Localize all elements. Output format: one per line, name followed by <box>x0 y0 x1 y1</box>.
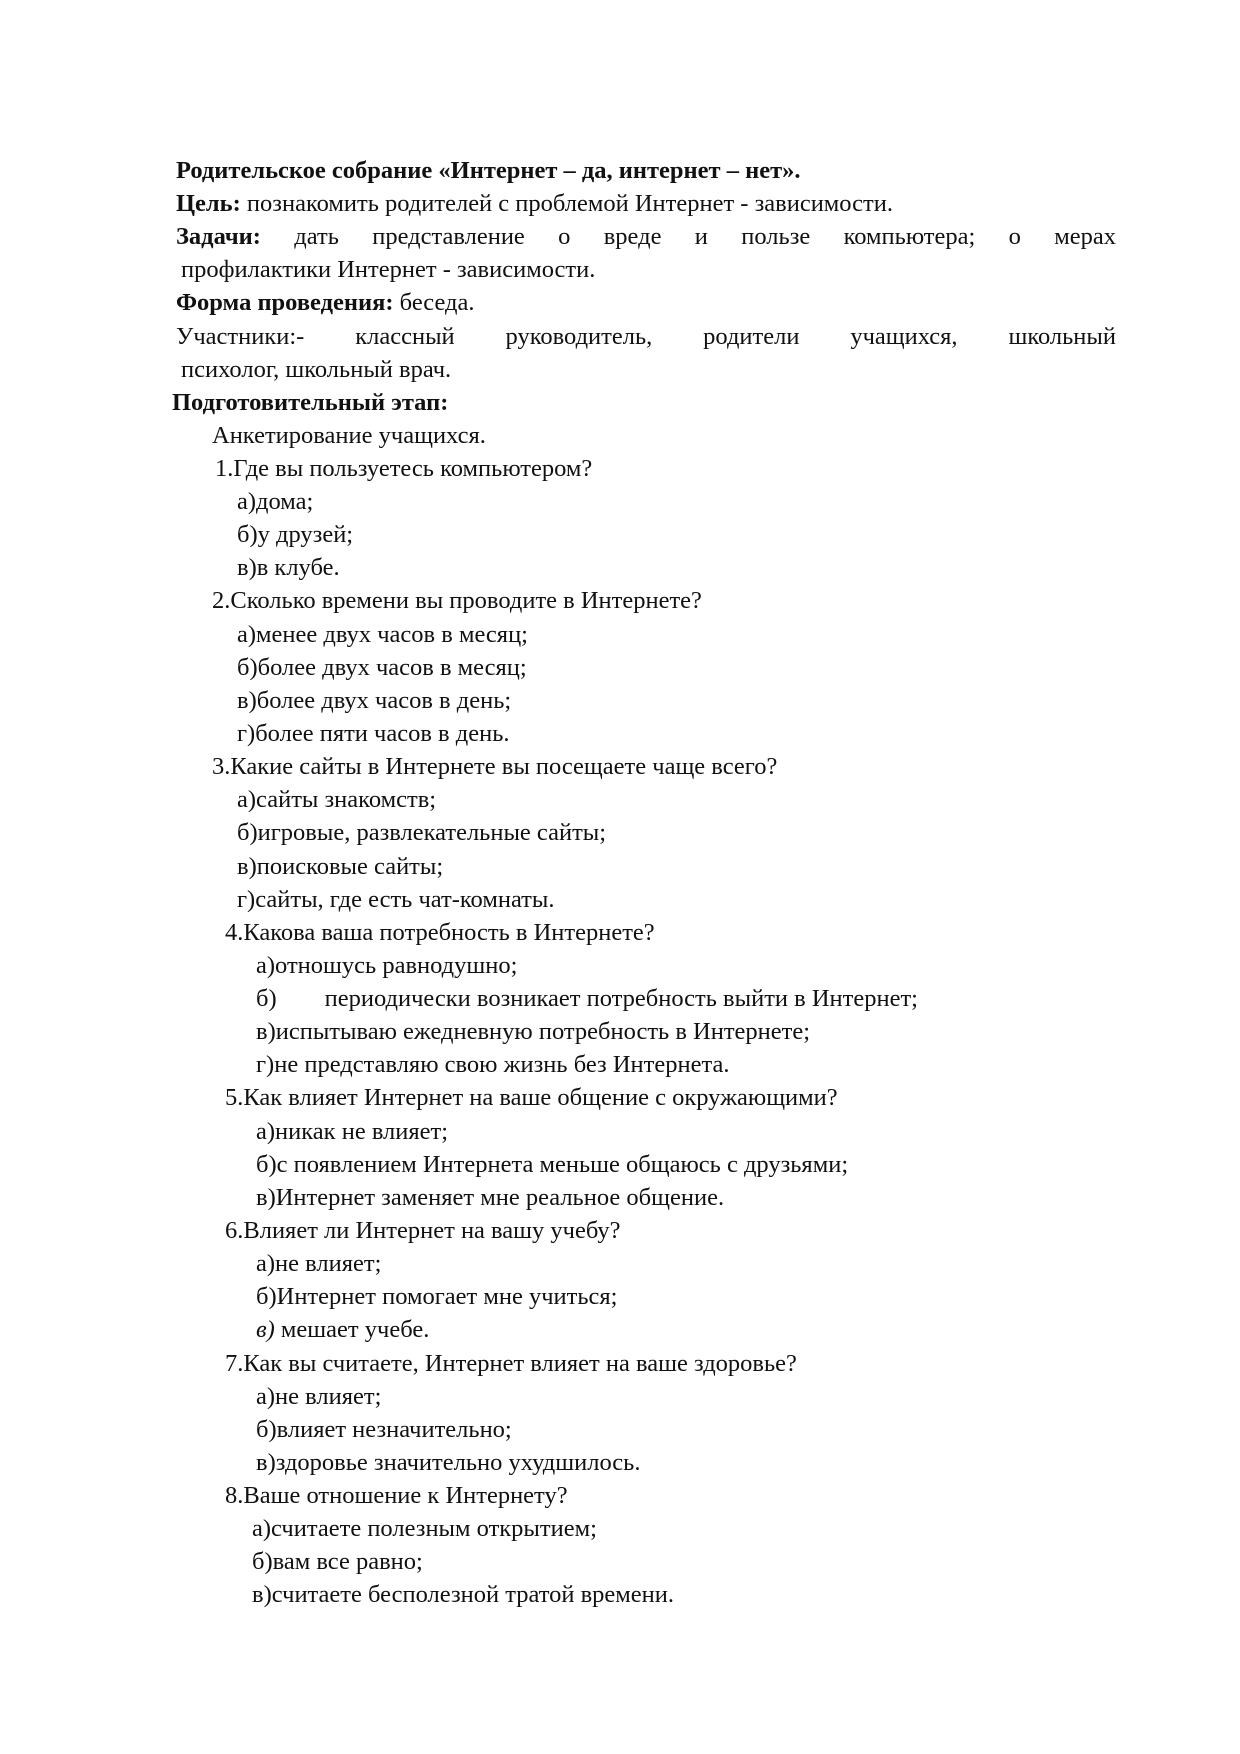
option-text: более двух часов в месяц; <box>257 654 527 681</box>
option-marker: г) <box>256 1051 275 1078</box>
question-number: 5. <box>225 1084 244 1111</box>
goal-label: Цель: <box>176 190 241 217</box>
option-marker: в) <box>237 554 257 581</box>
form-line <box>176 288 475 318</box>
option-marker: в) <box>252 1581 272 1608</box>
q2-option-a <box>237 620 528 650</box>
tasks-text-1: дать представление о вреде и пользе компьютера; о мерах <box>294 223 1117 250</box>
option-text: испытываю ежедневную потребность в Интернете; <box>275 1018 811 1045</box>
question-text: Где вы пользуетесь компьютером? <box>233 455 593 482</box>
q2-option-d <box>237 719 510 749</box>
question-text: Как влияет Интернет на ваше общение с окружающими? <box>243 1084 838 1111</box>
option-marker: в) <box>237 687 257 714</box>
option-text: здоровье значительно ухудшилось. <box>275 1449 641 1476</box>
goal-line <box>176 189 893 219</box>
q3-option-d <box>237 885 554 915</box>
question-number: 6. <box>225 1217 244 1244</box>
option-text: Интернет заменяет мне реальное общение. <box>275 1184 725 1211</box>
option-marker: б) <box>256 985 277 1012</box>
option-marker: в) <box>256 1184 276 1211</box>
participants-line-1 <box>176 322 1116 352</box>
option-marker: а) <box>256 1250 276 1277</box>
q7-option-c <box>256 1448 640 1478</box>
option-marker: в) <box>256 1316 275 1343</box>
question-5 <box>225 1083 838 1113</box>
q1-option-a <box>237 487 313 517</box>
option-text: дома; <box>256 488 314 515</box>
option-text: отношусь равнодушно; <box>275 952 518 979</box>
document-title <box>176 156 801 186</box>
q7-option-a <box>256 1382 381 1412</box>
option-marker: б) <box>256 1416 277 1443</box>
question-2 <box>212 586 702 616</box>
option-text: сайты знакомств; <box>256 786 437 813</box>
q4-option-a <box>256 951 517 981</box>
q4-option-d <box>256 1050 729 1080</box>
participants-text-2: психолог, школьный врач. <box>181 356 452 383</box>
question-4 <box>225 918 655 948</box>
option-marker: б) <box>237 654 258 681</box>
option-marker: а) <box>256 1383 276 1410</box>
option-marker: г) <box>237 720 256 747</box>
q8-option-a <box>252 1514 597 1544</box>
option-text: не представляю свою жизнь без Интернета. <box>274 1051 730 1078</box>
option-marker: б) <box>256 1283 277 1310</box>
question-number: 8. <box>225 1482 244 1509</box>
q3-option-a <box>237 785 436 815</box>
question-text: Какие сайты в Интернете вы посещаете чаще всего? <box>230 753 778 780</box>
option-marker: б) <box>256 1151 277 1178</box>
option-marker: в) <box>256 1449 276 1476</box>
option-text: поисковые сайты; <box>256 853 444 880</box>
q2-option-c <box>237 686 511 716</box>
q8-option-c <box>252 1580 674 1610</box>
option-text: Интернет помогает мне учиться; <box>276 1283 618 1310</box>
question-3 <box>212 752 777 782</box>
tasks-label: Задачи: <box>176 223 261 250</box>
q7-option-b <box>256 1415 512 1445</box>
option-text: более двух часов в день; <box>256 687 512 714</box>
question-text: Какова ваша потребность в Интернете? <box>243 919 655 946</box>
option-text: игровые, развлекательные сайты; <box>257 819 607 846</box>
option-text: никак не влияет; <box>275 1118 449 1145</box>
prep-stage-heading <box>172 388 448 418</box>
question-number: 7. <box>225 1350 244 1377</box>
participants-line-2 <box>181 355 451 385</box>
q4-option-c <box>256 1017 810 1047</box>
q1-option-c <box>237 553 340 583</box>
tasks-text-2: профилактики Интернет - зависимости. <box>181 256 596 283</box>
option-text: с появлением Интернета меньше общаюсь с друзьями; <box>276 1151 849 1178</box>
q2-option-b <box>237 653 527 683</box>
q5-option-a <box>256 1117 448 1147</box>
question-7 <box>225 1349 797 1379</box>
option-marker: б) <box>252 1548 273 1575</box>
title-text: Родительское собрание «Интернет – да, интернет – нет». <box>176 157 801 184</box>
option-text: влияет незначительно; <box>276 1416 512 1443</box>
q6-option-c <box>256 1315 429 1345</box>
form-label: Форма проведения <box>176 289 386 316</box>
option-text: менее двух часов в месяц; <box>256 621 528 648</box>
question-text: Как вы считаете, Интернет влияет на ваше здоровье? <box>243 1350 797 1377</box>
participants-text-1: Участники:- классный руководитель, родители учащихся, школьный <box>176 323 1116 350</box>
q1-option-b <box>237 520 353 550</box>
option-marker: г) <box>237 886 256 913</box>
option-marker: в) <box>237 853 257 880</box>
question-8 <box>225 1481 568 1511</box>
question-text: Ваше отношение к Интернету? <box>243 1482 568 1509</box>
option-text: не влияет; <box>275 1250 382 1277</box>
option-text: мешает учебе. <box>280 1316 430 1343</box>
option-text: считаете бесполезной тратой времени. <box>271 1581 675 1608</box>
option-marker: в) <box>256 1018 276 1045</box>
q3-option-b <box>237 818 606 848</box>
question-text: Сколько времени вы проводите в Интернете? <box>230 587 702 614</box>
tasks-line-1 <box>176 222 1116 252</box>
survey-heading <box>212 421 486 451</box>
q5-option-b <box>256 1150 848 1180</box>
question-number: 3. <box>212 753 231 780</box>
option-text: вам все равно; <box>272 1548 423 1575</box>
tasks-line-2 <box>181 255 595 285</box>
q5-option-c <box>256 1183 724 1213</box>
option-text: периодически возникает потребность выйти в Интернет; <box>324 985 918 1012</box>
option-marker: а) <box>237 786 257 813</box>
option-text: у друзей; <box>257 521 354 548</box>
question-number: 1. <box>215 455 234 482</box>
q4-option-b <box>256 984 918 1014</box>
option-text: считаете полезным открытием; <box>271 1515 597 1542</box>
q8-option-b <box>252 1547 423 1577</box>
option-text: не влияет; <box>275 1383 382 1410</box>
option-text: в клубе. <box>256 554 340 581</box>
option-marker: а) <box>252 1515 272 1542</box>
form-colon: : <box>385 289 394 316</box>
question-number: 4. <box>225 919 244 946</box>
question-1 <box>215 454 592 484</box>
option-marker: б) <box>237 521 258 548</box>
option-marker: а) <box>237 621 257 648</box>
prep-label: Подготовительный этап: <box>172 389 449 416</box>
option-marker: б) <box>237 819 258 846</box>
q6-option-a <box>256 1249 381 1279</box>
option-marker: а) <box>256 1118 276 1145</box>
question-number: 2. <box>212 587 231 614</box>
question-6 <box>225 1216 621 1246</box>
option-marker: а) <box>256 952 276 979</box>
option-marker: а) <box>237 488 257 515</box>
q6-option-b <box>256 1282 617 1312</box>
q3-option-c <box>237 852 443 882</box>
question-text: Влияет ли Интернет на вашу учебу? <box>243 1217 621 1244</box>
goal-text: познакомить родителей с проблемой Интернет - зависимости. <box>240 190 893 217</box>
survey-label: Анкетирование учащихся. <box>212 422 486 449</box>
form-text: беседа. <box>393 289 475 316</box>
option-text: более пяти часов в день. <box>255 720 510 747</box>
option-text: сайты, где есть чат-комнаты. <box>255 886 555 913</box>
